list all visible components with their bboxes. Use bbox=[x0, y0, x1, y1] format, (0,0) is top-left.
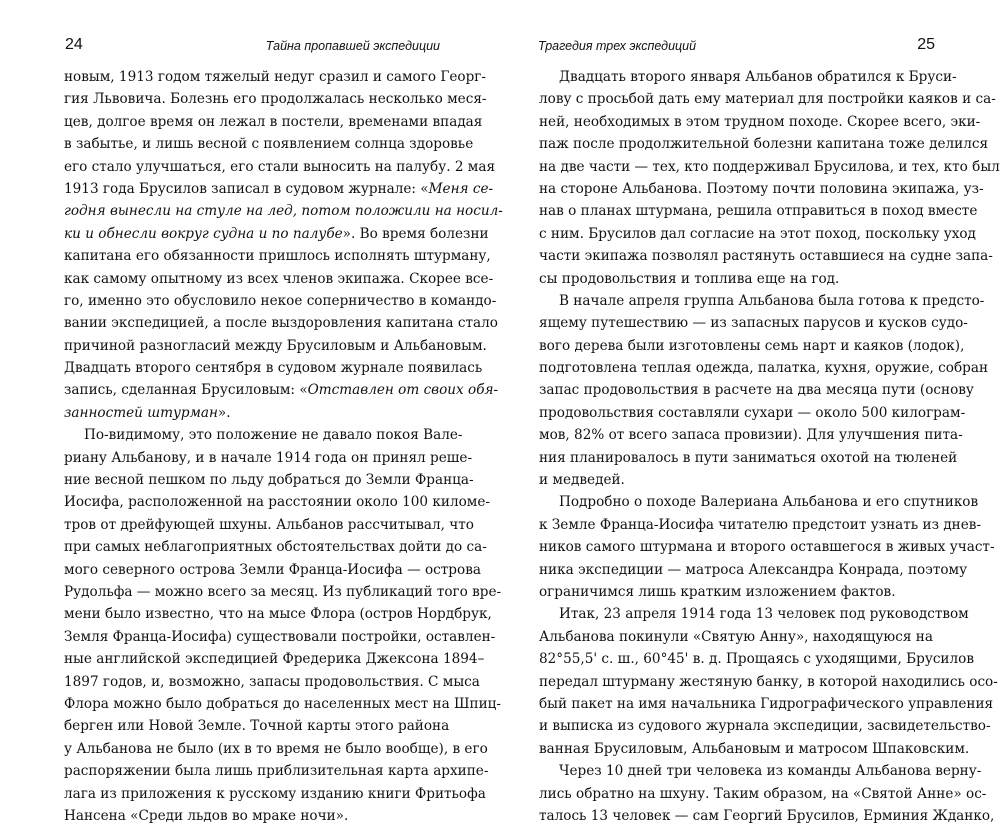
line-text: ния планировалось в пути заниматься охотой на тюленей bbox=[539, 449, 958, 466]
line-text: Итак, 23 апреля 1914 года 13 человек под руководством bbox=[559, 606, 969, 623]
text-line bbox=[539, 715, 991, 737]
line-text: мов, 82% от всего запаса провизии). Для улучшения пита- bbox=[539, 427, 963, 444]
line-text: берген или Новой Земле. Точной карты этого района bbox=[64, 718, 450, 735]
text-line bbox=[539, 245, 993, 267]
text-line bbox=[64, 223, 489, 245]
line-text: как самому опытному из всех членов экипажа. Скорее все- bbox=[64, 270, 494, 287]
text-line bbox=[64, 357, 483, 379]
line-text: при самых неблагоприятных обстоятельствах дойти до са- bbox=[64, 539, 487, 556]
text-line bbox=[539, 783, 987, 805]
text-line bbox=[64, 402, 448, 424]
text-line bbox=[539, 88, 996, 110]
line-text: ограничимся лишь кратким изложением фактов. bbox=[539, 583, 896, 600]
text-line bbox=[539, 626, 933, 648]
text-line bbox=[539, 66, 957, 88]
running-head: Трагедия трех экспедиций bbox=[538, 39, 697, 53]
text-line bbox=[64, 514, 474, 536]
line-text: В начале апреля группа Альбанова была готова к предсто- bbox=[559, 292, 985, 309]
page-number: 24 bbox=[65, 36, 83, 53]
text-line bbox=[539, 738, 970, 760]
line-text: Альбанова покинули «Святую Анну», находящуюся на bbox=[539, 628, 933, 645]
text-line bbox=[539, 760, 982, 782]
text-line bbox=[539, 469, 929, 491]
right-page bbox=[500, 0, 1000, 824]
text-line bbox=[539, 514, 982, 536]
line-text: ванная Брусиловым, Альбановым и матросом Шпаковским. bbox=[539, 740, 970, 757]
text-line bbox=[64, 447, 473, 469]
text-line bbox=[539, 559, 968, 581]
italic-quote-text: Отставлен от своих обя- bbox=[307, 382, 499, 399]
line-text: тров от дрейфующей шхуны. Альбанов рассчитывал, что bbox=[64, 516, 474, 533]
text-line bbox=[64, 200, 503, 222]
line-text: Двадцать второго января Альбанов обратился к Бруси- bbox=[559, 69, 957, 85]
text-line bbox=[539, 693, 994, 715]
line-text: вании экспедицией, а после выздоровления капитана стало bbox=[64, 315, 498, 332]
text-line bbox=[64, 783, 486, 805]
line-text: По-видимому, это положение не давало покоя Вале- bbox=[84, 427, 463, 444]
line-text: ников самого штурмана и второго оставшегося в живых участ- bbox=[539, 539, 995, 556]
text-line bbox=[64, 133, 474, 155]
line-text: продовольствия составляли сухари — около 500 килограм- bbox=[539, 404, 966, 421]
text-line bbox=[539, 536, 995, 558]
line-text: ». bbox=[217, 404, 231, 421]
left-page-header bbox=[0, 36, 500, 56]
line-text: капитана его обязанности пришлось исполнять штурману, bbox=[64, 248, 491, 265]
text-line bbox=[539, 402, 966, 424]
line-text: ника экспедиции — матроса Александра Конрада, поэтому bbox=[539, 561, 968, 578]
text-line bbox=[64, 88, 487, 110]
text-line bbox=[64, 559, 481, 581]
text-line bbox=[64, 536, 487, 558]
line-text: талось 13 человек — сам Георгий Брусилов, Ерминия Жданко, bbox=[539, 807, 995, 824]
text-line bbox=[64, 626, 496, 648]
line-text: и медведей. bbox=[539, 472, 625, 489]
text-line bbox=[64, 268, 494, 290]
line-text: лага из приложения к русскому изданию книги Фритьофа bbox=[64, 785, 486, 802]
line-text: ные английской экспедицией Фредерика Джексона 1894– bbox=[64, 651, 485, 668]
line-text: Нансена «Среди льдов во мраке ночи». bbox=[64, 807, 349, 824]
line-text: с ним. Брусилов дал согласие на этот поход, поскольку уход bbox=[539, 225, 976, 242]
text-line bbox=[539, 648, 974, 670]
text-line bbox=[539, 178, 984, 200]
line-text: бый пакет на имя начальника Гидрографического управления bbox=[539, 695, 994, 712]
text-line bbox=[64, 491, 490, 513]
line-text: у Альбанова не было (их в то время не было вообще), в его bbox=[64, 740, 488, 757]
line-text: распоряжении была лишь приблизительная карта архипе- bbox=[64, 763, 489, 780]
text-line bbox=[64, 738, 488, 760]
page-number: 25 bbox=[917, 36, 935, 53]
line-text: Флора можно было добраться до населенных мест на Шпиц- bbox=[64, 695, 502, 712]
text-line bbox=[64, 469, 474, 491]
text-line bbox=[539, 805, 995, 827]
text-line bbox=[64, 648, 485, 670]
line-text: к Земле Франца-Иосифа читателю предстоит узнать из днев- bbox=[539, 516, 982, 533]
text-line bbox=[64, 156, 496, 178]
italic-quote-text: ки и обнесли вокруг судна и по палубе bbox=[64, 225, 343, 242]
text-line bbox=[64, 693, 502, 715]
text-line bbox=[539, 133, 989, 155]
text-line bbox=[539, 335, 965, 357]
text-line bbox=[64, 760, 489, 782]
text-line bbox=[64, 335, 487, 357]
line-text: в забытье, и лишь весной с появлением солнца здоровье bbox=[64, 136, 474, 153]
line-text: запас продовольствия в расчете на два месяца пути (основу bbox=[539, 382, 974, 399]
line-text: цев, долгое время он лежал в постели, временами впадая bbox=[64, 113, 483, 130]
line-text: мени было известно, что на мысе Флора (остров Нордбрук, bbox=[64, 606, 492, 623]
line-text: риану Альбанову, и в начале 1914 года он принял реше- bbox=[64, 449, 473, 466]
text-line bbox=[539, 312, 968, 334]
right-page-text bbox=[539, 66, 1000, 827]
line-text: гия Львовича. Болезнь его продолжалась несколько меся- bbox=[64, 91, 487, 108]
line-text: паж после продолжительной болезни капитана тоже делился bbox=[539, 136, 989, 153]
text-line bbox=[64, 290, 497, 312]
text-line bbox=[64, 715, 448, 737]
text-line bbox=[64, 178, 494, 200]
text-line bbox=[539, 603, 969, 625]
line-text: причиной разногласий между Брусиловым и Альбановым. bbox=[64, 337, 487, 354]
line-text: подготовлена теплая одежда, палатка, кухня, оружие, собран bbox=[539, 360, 989, 377]
text-line bbox=[64, 245, 491, 267]
running-head: Тайна пропавшей экспедиции bbox=[265, 39, 440, 53]
line-text: Земля Франца-Иосифа) существовали постройки, оставлен- bbox=[64, 628, 496, 645]
text-line bbox=[539, 223, 976, 245]
line-text: ней, необходимых в этом трудном походе. Скорее всего, эки- bbox=[539, 113, 981, 130]
text-line bbox=[539, 581, 929, 603]
text-line bbox=[539, 156, 1000, 178]
line-text: Рудольфа — можно всего за месяц. Из публикаций того вре- bbox=[64, 583, 502, 600]
text-line bbox=[539, 290, 985, 312]
text-line bbox=[64, 805, 448, 827]
text-line bbox=[539, 671, 998, 693]
line-text: 1913 года Брусилов записал в судовом журнале: « bbox=[64, 180, 429, 197]
text-line bbox=[539, 111, 981, 133]
text-line bbox=[539, 424, 963, 446]
line-text: Иосифа, расположенной на расстоянии около 100 киломе- bbox=[64, 494, 490, 511]
text-line bbox=[539, 200, 978, 222]
line-text: ящему путешествию — из запасных парусов и кусков судо- bbox=[539, 315, 968, 332]
text-line bbox=[539, 447, 958, 469]
line-text: передал штурману жестяную банку, в которой находились осо- bbox=[539, 673, 998, 690]
line-text: ». Во время болезни bbox=[342, 225, 489, 242]
line-text: мого северного острова Земли Франца-Иосифа — острова bbox=[64, 561, 481, 578]
line-text: запись, сделанная Брусиловым: « bbox=[64, 382, 308, 399]
text-line bbox=[539, 357, 989, 379]
line-text: части экипажа позволял растянуть оставшиеся на судне запа- bbox=[539, 248, 993, 265]
italic-quote-text: занностей штурман bbox=[64, 404, 218, 421]
text-line bbox=[64, 424, 463, 446]
line-text: нав о планах штурмана, решила отправиться в поход вместе bbox=[539, 203, 978, 220]
text-line bbox=[64, 66, 486, 88]
text-line bbox=[64, 603, 492, 625]
italic-quote-text: годня вынесли на стуле на лед, потом положили на носил- bbox=[64, 203, 503, 220]
line-text: его стало улучшаться, его стали выносить на палубу. 2 мая bbox=[64, 158, 496, 175]
line-text: 1897 годов, и, возможно, запасы продовольствия. С мыса bbox=[64, 673, 480, 690]
text-line bbox=[64, 312, 498, 334]
line-text: ние весной пешком по льду добраться до Земли Франца- bbox=[64, 472, 474, 489]
line-text: лись обратно на шхуну. Таким образом, на «Святой Анне» ос- bbox=[539, 785, 987, 802]
line-text: сы продовольствия и топлива еще на год. bbox=[539, 270, 840, 287]
text-line bbox=[64, 111, 483, 133]
text-line bbox=[64, 379, 499, 401]
text-line bbox=[539, 268, 929, 290]
line-text: го, именно это обусловило некое соперничество в командо- bbox=[64, 292, 497, 309]
line-text: вого дерева были изготовлены семь нарт и каяков (лодок), bbox=[539, 337, 965, 354]
text-line bbox=[64, 581, 502, 603]
line-text: 82°55,5' с. ш., 60°45' в. д. Прощаясь с уходящими, Брусилов bbox=[539, 651, 974, 668]
right-page-header bbox=[500, 36, 1000, 56]
line-text: лову с просьбой дать ему материал для постройки каяков и са- bbox=[539, 91, 996, 108]
text-line bbox=[539, 379, 974, 401]
line-text: и выписка из судового журнала экспедиции, засвидетельство- bbox=[539, 718, 991, 735]
line-text: новым, 1913 годом тяжелый недуг сразил и самого Георг- bbox=[64, 69, 486, 85]
text-line bbox=[64, 671, 480, 693]
line-text: Двадцать второго сентября в судовом журнале появилась bbox=[64, 360, 483, 377]
line-text: Через 10 дней три человека из команды Альбанова верну- bbox=[559, 763, 982, 780]
line-text: на две части — тех, кто поддерживал Брусилова, и тех, кто был bbox=[539, 158, 1000, 175]
italic-quote-text: Меня се- bbox=[428, 180, 494, 197]
line-text: Подробно о походе Валериана Альбанова и его спутников bbox=[559, 494, 979, 511]
line-text: на стороне Альбанова. Поэтому почти половина экипажа, уз- bbox=[539, 180, 984, 197]
text-line bbox=[539, 491, 979, 513]
left-page-text bbox=[64, 66, 503, 827]
